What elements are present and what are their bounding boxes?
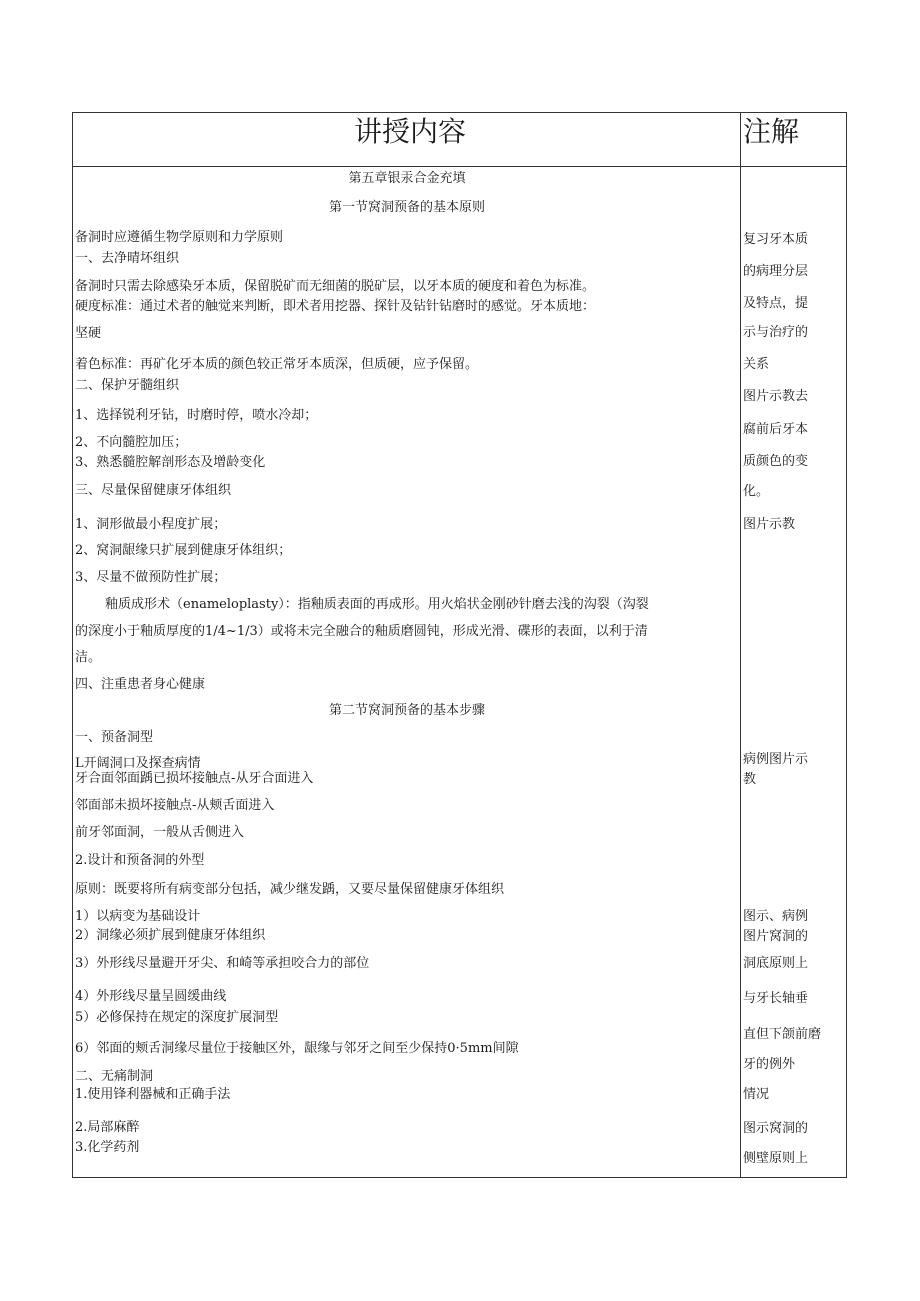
text-line: 二、保护牙髓组织 <box>75 378 180 393</box>
text-line: 3）外形线尽量避开牙尖、和崎等承担咬合力的部位 <box>75 956 370 971</box>
note-line: 及特点，提 <box>743 296 809 311</box>
text-line: 釉质成形术（enameloplasty）：指釉质表面的再成形。用火焰状金刚砂针磨去浅的沟裂（沟裂 <box>105 597 649 612</box>
note-line: 图片示教去 <box>743 389 809 404</box>
text-line: 5）必修保持在规定的深度扩展洞型 <box>75 1010 279 1025</box>
note-line: 关系 <box>743 357 770 372</box>
text-line: 2、窝洞龈缘只扩展到健康牙体组织； <box>75 543 292 558</box>
note-line: 直但下颌前磨 <box>743 1027 822 1042</box>
text-line: 原则：既要将所有病变部分包括，减少继发踽，又要尽量保留健康牙体组织 <box>75 882 505 897</box>
note-line: 图示窝洞的 <box>743 1121 809 1136</box>
note-line: 图片示教 <box>743 517 796 532</box>
text-line: 3、尽量不做预防性扩展； <box>75 570 227 585</box>
chapter-title: 第五章银汞合金充填 <box>348 171 466 186</box>
text-line: 着色标准：再矿化牙本质的颜色较正常牙本质深，但质硬，应予保留。 <box>75 357 479 372</box>
note-line: 质颜色的变 <box>743 454 809 469</box>
note-line: 图示、病例 <box>743 909 809 924</box>
text-line: 硬度标准：通过术者的触觉来判断，即术者用挖器、探针及钻针钻磨时的感觉。牙本质地： <box>75 299 596 314</box>
text-line: 牙合面邻面踽已损坏接触点-从牙合面进入 <box>75 771 314 786</box>
note-line: 腐前后牙本 <box>743 422 809 437</box>
note-line: 复习牙本质 <box>743 232 809 247</box>
text-line: 1.使用锋利器械和正确手法 <box>75 1087 231 1102</box>
text-line: 2.设计和预备洞的外型 <box>75 853 205 868</box>
text-line: 备洞时应遵循生物学原则和力学原则 <box>75 230 284 245</box>
note-line: 化。 <box>743 484 770 499</box>
note-line: 洞底原则上 <box>743 956 809 971</box>
notes-column-header: 注解 <box>743 115 800 148</box>
column-divider <box>740 112 741 1178</box>
section-title: 第二节窝洞预备的基本步骤 <box>328 703 485 718</box>
text-line: 2）洞缘必须扩展到健康牙体组织 <box>75 928 266 943</box>
text-line: 三、尽量保留健康牙体组织 <box>75 483 232 498</box>
header-divider <box>72 166 847 167</box>
text-line: 洁。 <box>75 650 102 665</box>
note-line: 侧壁原则上 <box>743 1151 809 1166</box>
text-line: 3.化学药剂 <box>75 1140 140 1155</box>
note-line: 的病理分层 <box>743 264 809 279</box>
text-line: 1、选择锐利牙钻，时磨时停，喷水冷却； <box>75 408 318 423</box>
text-line: 前牙邻面洞，一般从舌侧进入 <box>75 825 245 840</box>
note-line: 与牙长轴垂 <box>743 991 809 1006</box>
text-line: 一、去净晴坏组织 <box>75 251 180 266</box>
text-line: 3、熟悉髓腔解剖形态及增龄变化 <box>75 455 266 470</box>
content-column-header: 讲授内容 <box>354 115 467 148</box>
text-line: 四、注重患者身心健康 <box>75 677 206 692</box>
text-line: 坚硬 <box>75 326 102 341</box>
note-line: 病例图片示 <box>743 752 809 767</box>
note-line: 情况 <box>743 1087 770 1102</box>
text-line: 备洞时只需去除感染牙本质，保留脱矿而无细菌的脱矿层，以牙本质的硬度和着色为标准。 <box>75 279 596 294</box>
text-line: 1）以病变为基础设计 <box>75 909 201 924</box>
text-line: 的深度小于釉质厚度的1/4~1/3）或将未完全融合的釉质磨圆钝，形成光滑、碟形的表面，以利于清 <box>75 624 648 639</box>
text-line: 二、无痛制洞 <box>75 1069 154 1084</box>
note-line: 牙的例外 <box>743 1057 796 1072</box>
text-line: 邻面部未损坏接触点-从颊舌面进入 <box>75 798 275 813</box>
text-line: 2.局部麻醉 <box>75 1120 140 1135</box>
text-line: 4）外形线尽量呈圆缓曲线 <box>75 989 227 1004</box>
text-line: 6）邻面的颊舌洞缘尽量位于接触区外，龈缘与邻牙之间至少保持0·5mm间隙 <box>75 1041 519 1056</box>
text-line: 一、预备洞型 <box>75 730 154 745</box>
note-line: 示与治疗的 <box>743 325 809 340</box>
note-line: 图片窝洞的 <box>743 929 809 944</box>
text-line: L开阔洞口及探查病情 <box>75 756 201 771</box>
section-title: 第一节窝洞预备的基本原则 <box>328 200 485 215</box>
text-line: 2、不向髓腔加压； <box>75 435 188 450</box>
note-line: 教 <box>743 772 757 787</box>
text-line: 1、洞形做最小程度扩展； <box>75 517 227 532</box>
